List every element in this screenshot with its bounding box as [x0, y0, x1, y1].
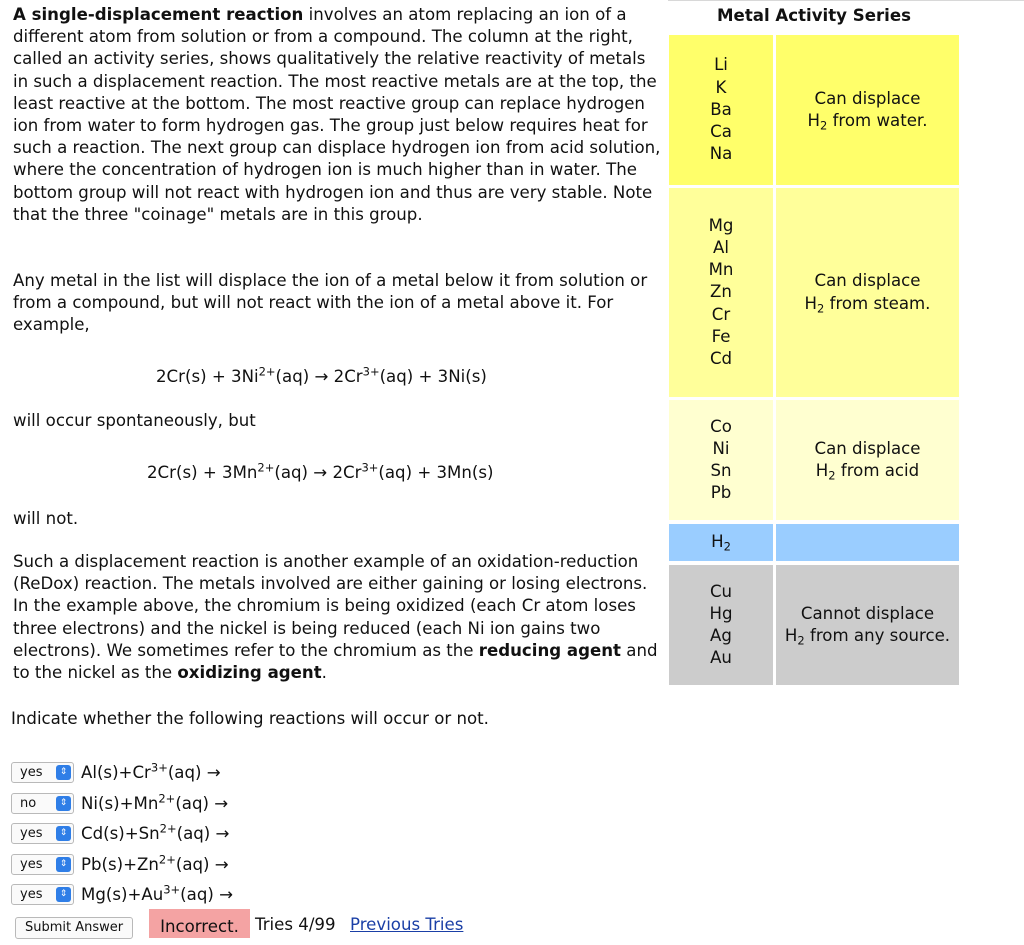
- intro-paragraph: [13, 4, 665, 226]
- reaction-row: [11, 883, 233, 906]
- reducing-agent-term: reducing agent: [478, 640, 621, 660]
- answer-select-3[interactable]: yes ⇕: [11, 823, 74, 844]
- previous-tries-link[interactable]: Previous Tries: [350, 915, 464, 934]
- group1-metals: Li K Ba Ca Na: [669, 35, 773, 185]
- top-divider: [668, 0, 1024, 1]
- oxidizing-agent-term: oxidizing agent: [177, 663, 322, 683]
- equation-spontaneous: $2Cr(s) + 3Ni^{2+}(aq) \to 2Cr^{3+}(aq) + 3Ni(s)$: [156, 364, 487, 386]
- group2-description: Can displace $H_2$ from steam.: [776, 188, 959, 397]
- group3-description: Can displace $H_2$ from acid: [776, 400, 959, 520]
- intro-term: A single-displacement reaction: [13, 5, 304, 24]
- submit-answer-button[interactable]: Submit Answer: [15, 917, 133, 939]
- reaction-equation-3: $Cd(s)+Sn^{2+}(aq)$ →: [81, 821, 230, 843]
- reaction-row: [11, 822, 229, 845]
- group1-description: Can displace $H_2$ from water.: [776, 35, 959, 185]
- reaction-equation-2: $Ni(s)+Mn^{2+}(aq)$ →: [81, 791, 229, 813]
- reaction-row: [11, 761, 221, 784]
- reaction-row: [11, 792, 228, 815]
- reaction-row: [11, 853, 229, 876]
- chevron-updown-icon: ⇕: [56, 887, 71, 902]
- hydrogen-cell: $H_2$: [669, 524, 773, 561]
- group4-metals: Cu Hg Ag Au: [669, 565, 773, 685]
- reaction-equation-1: $Al(s)+Cr^{3+}(aq)$ →: [81, 760, 221, 782]
- answer-select-1[interactable]: yes ⇕: [11, 762, 74, 783]
- answer-select-2[interactable]: no ⇕: [11, 793, 74, 814]
- paragraph-displacement-rule: Any metal in the list will displace the ion of a metal below it from solution or from a compound, but will not react with the ion of a metal above it. For example,: [13, 271, 648, 335]
- question-prompt: Indicate whether the following reactions will occur or not.: [11, 709, 489, 728]
- chevron-updown-icon: ⇕: [56, 796, 71, 811]
- chevron-updown-icon: ⇕: [56, 765, 71, 780]
- reaction-equation-4: $Pb(s)+Zn^{2+}(aq)$ →: [81, 852, 229, 874]
- group3-metals: Co Ni Sn Pb: [669, 400, 773, 520]
- activity-series-title: Metal Activity Series: [717, 6, 911, 25]
- answer-select-4[interactable]: yes ⇕: [11, 854, 74, 875]
- reaction-equation-5: $Mg(s)+Au^{3+}(aq)$ →: [81, 882, 233, 904]
- occur-text: will occur spontaneously, but: [13, 411, 256, 430]
- group4-description: Cannot displace $H_2$ from any source.: [776, 565, 959, 685]
- paragraph-redox: Such a displacement reaction is another example of an oxidation-reduction (ReDox) reaction. The metals involved are either gaining or losing electrons. In the example above, the chromium is being oxidized (each Cr atom loses three electrons) and the nickel is being reduced (each Ni ion gains two electrons). We sometimes refer to the chromium as the reducing agent and to the nickel as the oxidizing agent.: [13, 552, 658, 683]
- tries-counter: Tries 4/99: [255, 915, 336, 934]
- hydrogen-description: [776, 524, 959, 561]
- chevron-updown-icon: ⇕: [56, 857, 71, 872]
- incorrect-badge: Incorrect.: [149, 909, 250, 938]
- equation-nonspontaneous: $2Cr(s) + 3Mn^{2+}(aq) \to 2Cr^{3+}(aq) + 3Mn(s)$: [147, 460, 494, 482]
- group2-metals: Mg Al Mn Zn Cr Fe Cd: [669, 188, 773, 397]
- chevron-updown-icon: ⇕: [56, 826, 71, 841]
- answer-select-5[interactable]: yes ⇕: [11, 884, 74, 905]
- will-not-text: will not.: [13, 509, 79, 528]
- intro-text: involves an atom replacing an ion of a different atom from solution or from a compound. The column at the right, called an activity series, shows qualitatively the relative reactivity of metals in such a displacement reaction. The most reactive metals are at the top, the least reactive at the bottom. The most reactive group can replace hydrogen ion from water to form hydrogen gas. The group just below requires heat for such a reaction. The next group can displace hydrogen ion from acid solution, where the concentration of hydrogen ion is much higher than in water. The bottom group will not react with hydrogen ion and thus are very stable. Note that the three "coinage" metals are in this group.: [13, 5, 661, 224]
